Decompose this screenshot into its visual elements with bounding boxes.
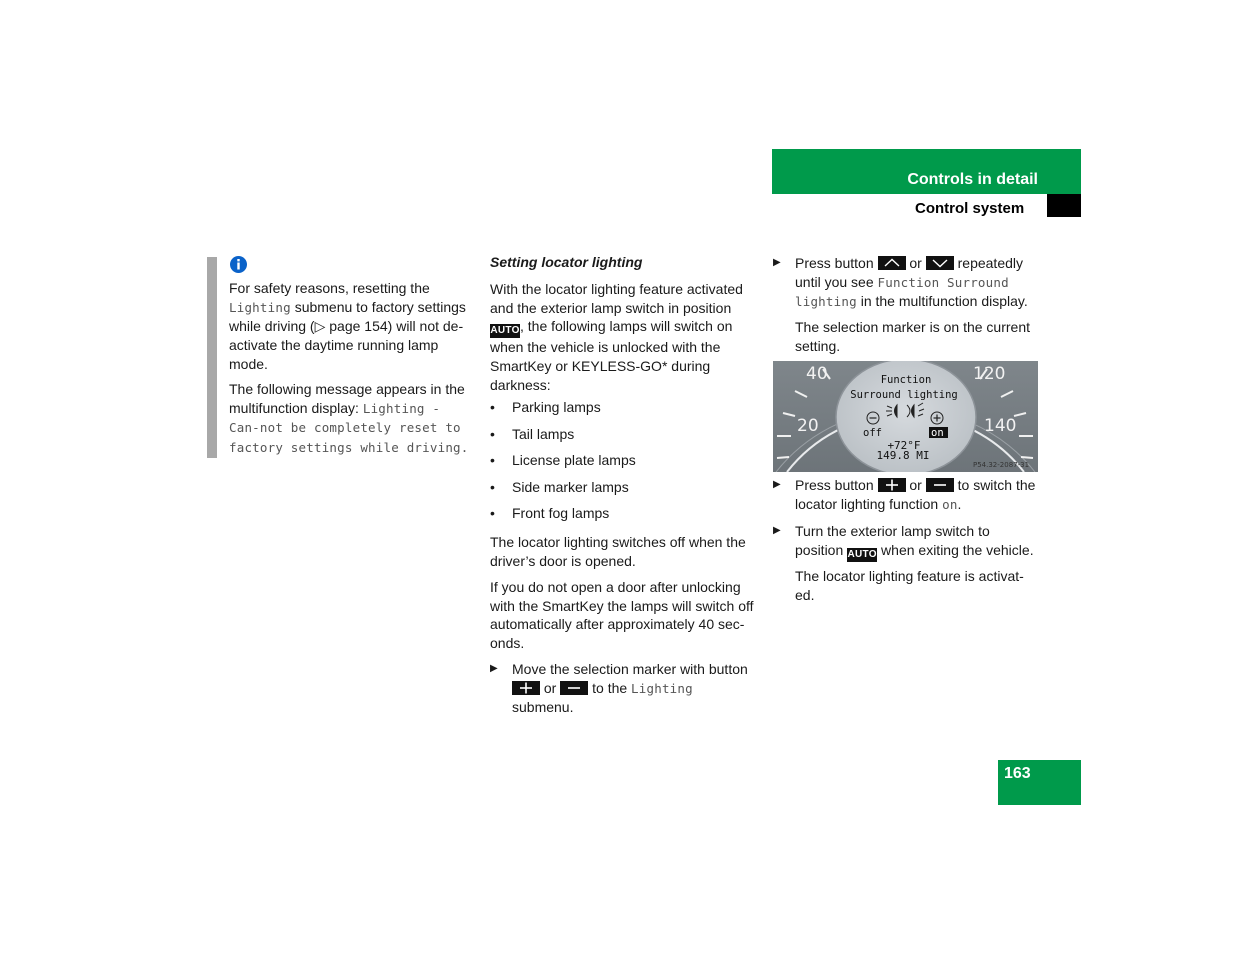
section-heading: Setting locator lighting — [490, 254, 643, 270]
gauge-label-40: 40 — [806, 364, 828, 384]
gauge-label-120: 120 — [973, 364, 1006, 384]
list-item: • Side marker lamps — [490, 479, 629, 495]
gauge-label-20: 20 — [797, 416, 819, 436]
auto-position-symbol: AUTO — [490, 325, 520, 337]
display-mileage: 149.8 MI — [876, 449, 930, 462]
list-item: • Front fog lamps — [490, 505, 610, 521]
display-temperature: +72°F — [887, 439, 921, 452]
image-reference: P54.32-2087-31 — [973, 461, 1030, 469]
section-title: Controls in detail — [907, 171, 1038, 188]
list-item: • Parking lamps — [490, 399, 601, 415]
minus-button-icon — [560, 681, 588, 695]
display-option-on: on — [931, 427, 944, 439]
multifunction-display-image — [773, 361, 1038, 472]
instruction-step-3: ▶ Press button or to switch the locator lighting function on. — [773, 477, 1036, 512]
step-arrow-icon: ▶ — [773, 525, 781, 536]
display-line-function: Function — [880, 374, 932, 386]
instruction-step-1: ▶ Move the selection marker with button or to the Lighting submenu. — [490, 661, 748, 716]
subsection-title: Control system — [915, 200, 1025, 217]
minus-button-icon — [926, 478, 954, 492]
info-paragraph-2: The following message appears in the multifunction display: Lighting - Can-not be completely reset to factory settings while driving. — [229, 381, 469, 456]
page-number-box — [998, 760, 1081, 805]
display-line-surround: Surround lighting — [850, 389, 958, 401]
info-sidebar-bar — [207, 257, 217, 458]
instruction-step-4: ▶ Turn the exterior lamp switch to position AUTO when exiting the vehicle. — [773, 523, 1034, 560]
up-button-icon — [878, 256, 906, 270]
gauge-label-140: 140 — [984, 416, 1017, 436]
page-number: 163 — [1004, 765, 1031, 782]
auto-position-symbol: AUTO — [847, 548, 877, 560]
step-arrow-icon: ▶ — [490, 663, 498, 674]
list-item: • License plate lamps — [490, 452, 636, 468]
paragraph-auto-off: If you do not open a door after unlocking with the SmartKey the lamps will switch off automatically after approximately 40 sec-onds. — [490, 579, 754, 652]
selection-marker-note: The selection marker is on the current setting. — [795, 319, 1030, 354]
intro-paragraph: With the locator lighting feature activated and the exterior lamp switch in position AUTO, the following lamps will switch on when the vehicle is unlocked with the SmartKey or KEYLESS-GO* during darkness: — [490, 281, 743, 393]
plus-button-icon — [512, 681, 540, 695]
subsection-marker — [1047, 194, 1081, 217]
list-item: • Tail lamps — [490, 426, 575, 442]
activated-note: The locator lighting feature is activat-ed. — [795, 568, 1024, 603]
step-arrow-icon: ▶ — [773, 257, 781, 268]
plus-button-icon — [878, 478, 906, 492]
step-arrow-icon: ▶ — [773, 479, 781, 490]
paragraph-door-opened: The locator lighting switches off when the driver’s door is opened. — [490, 534, 746, 569]
display-option-off: off — [863, 427, 882, 439]
info-paragraph-1: For safety reasons, resetting the Lighting submenu to factory settings while driving (▷ page 154) will not de-activate the daytime running lamp mode. — [229, 280, 466, 372]
info-icon — [230, 256, 247, 273]
section-header-band — [772, 149, 1081, 194]
instruction-step-2: ▶ Press button or repeatedly until you see Function Surround lighting in the multifunction display. — [773, 255, 1028, 310]
down-button-icon — [926, 256, 954, 270]
